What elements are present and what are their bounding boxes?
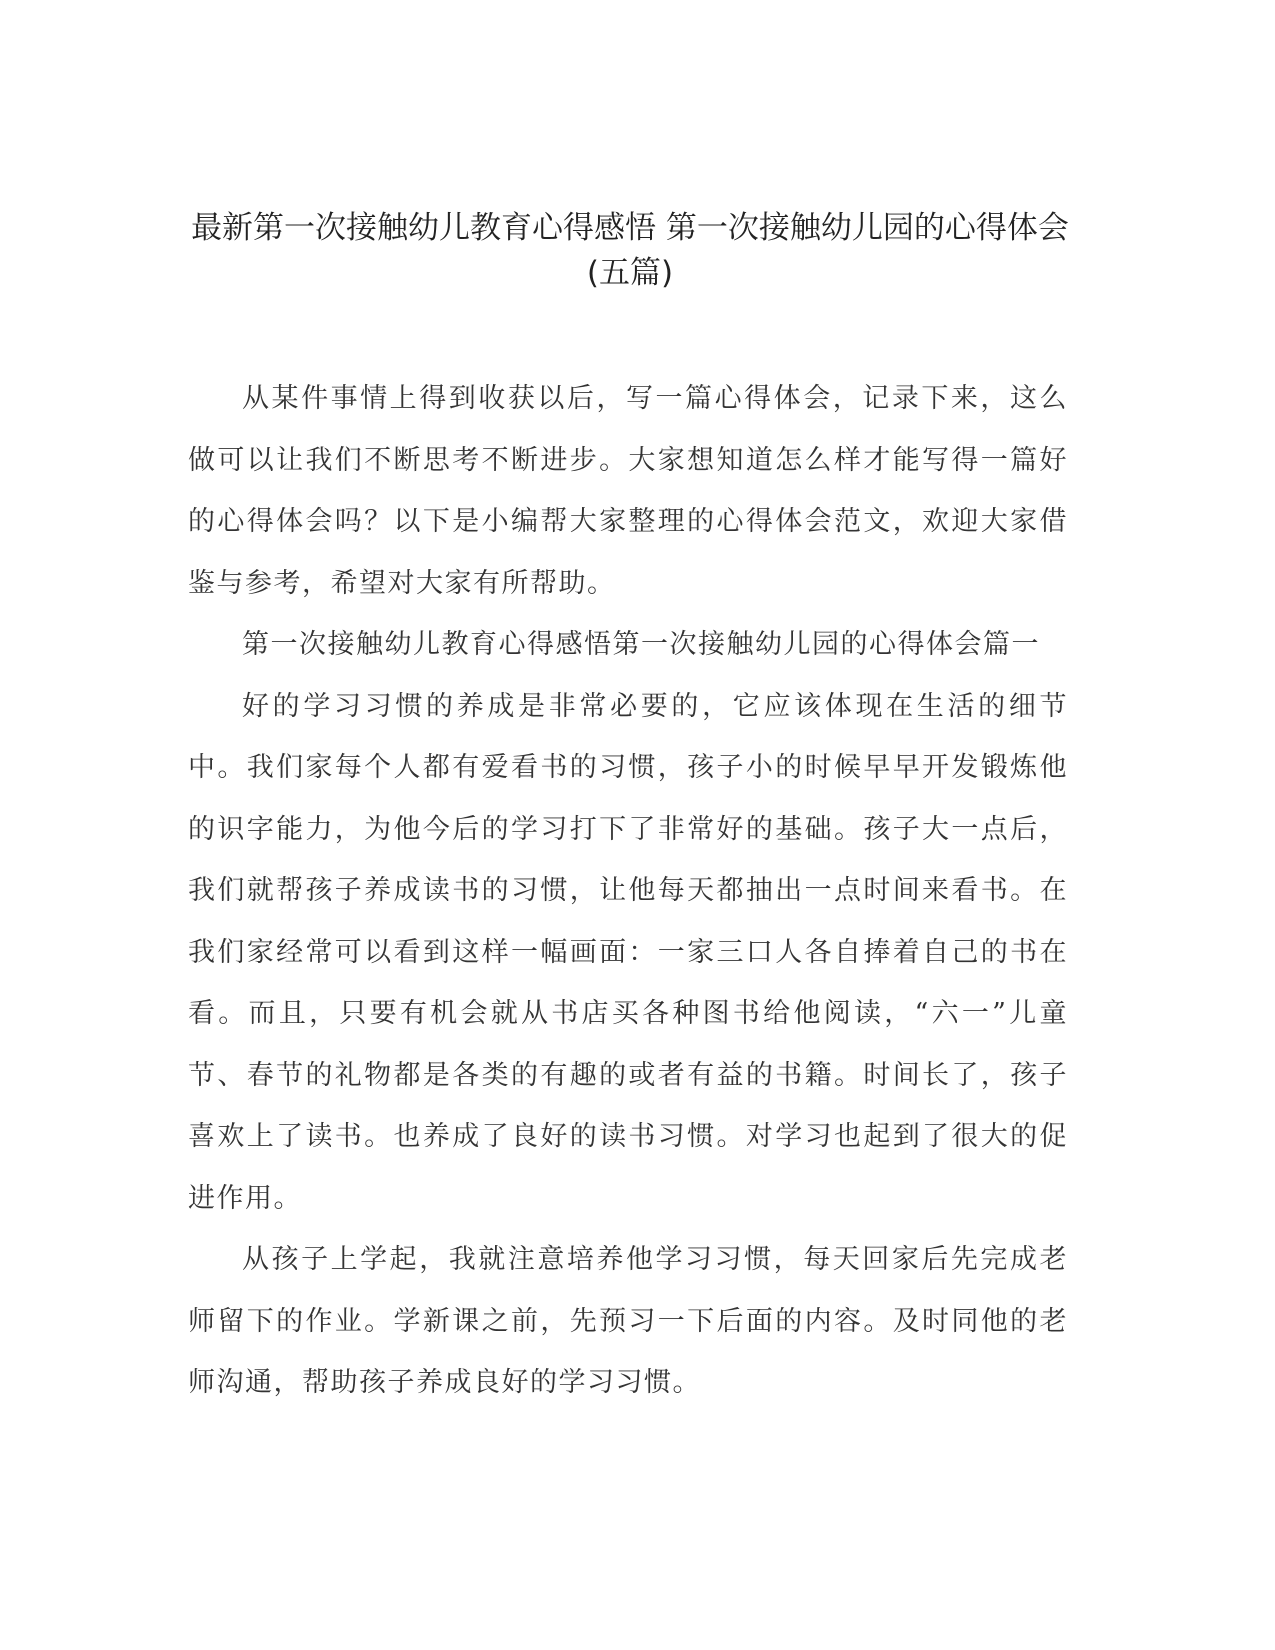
paragraph: 好的学习习惯的养成是非常必要的，它应该体现在生活的细节中。我们家每个人都有爱看书的习惯，孩子小的时候早早开发锻炼他的识字能力，为他今后的学习打下了非常好的基础。孩子大一点后，我们就帮孩子养成读书的习惯，让他每天都抽出一点时间来看书。在我们家经常可以看到这样一幅画面：一家三口人各自捧着自己的书在看。而且，只要有机会就从书店买各种图书给他阅读，“六一”儿童节、春节的礼物都是各类的有趣的或者有益的书籍。时间长了，孩子喜欢上了读书。也养成了良好的读书习惯。对学习也起到了很大的促进作用。 — [188, 690, 1068, 1214]
section-heading: 第一次接触幼儿教育心得感悟第一次接触幼儿园的心得体会篇一 — [242, 629, 1040, 660]
paragraph: 从孩子上学起，我就注意培养他学习习惯，每天回家后先完成老师留下的作业。学新课之前，先预习一下后面的内容。及时同他的老师沟通，帮助孩子养成良好的学习习惯。 — [188, 1244, 1068, 1398]
document-title: 最新第一次接触幼儿教育心得感悟 第一次接触幼儿园的心得体会(五篇) — [191, 210, 1069, 291]
paragraph-intro: 从某件事情上得到收获以后，写一篇心得体会，记录下来，这么做可以让我们不断思考不断进步。大家想知道怎么样才能写得一篇好的心得体会吗？以下是小编帮大家整理的心得体会范文，欢迎大家借鉴与参考，希望对大家有所帮助。 — [188, 383, 1068, 599]
document-body — [188, 368, 1068, 1414]
